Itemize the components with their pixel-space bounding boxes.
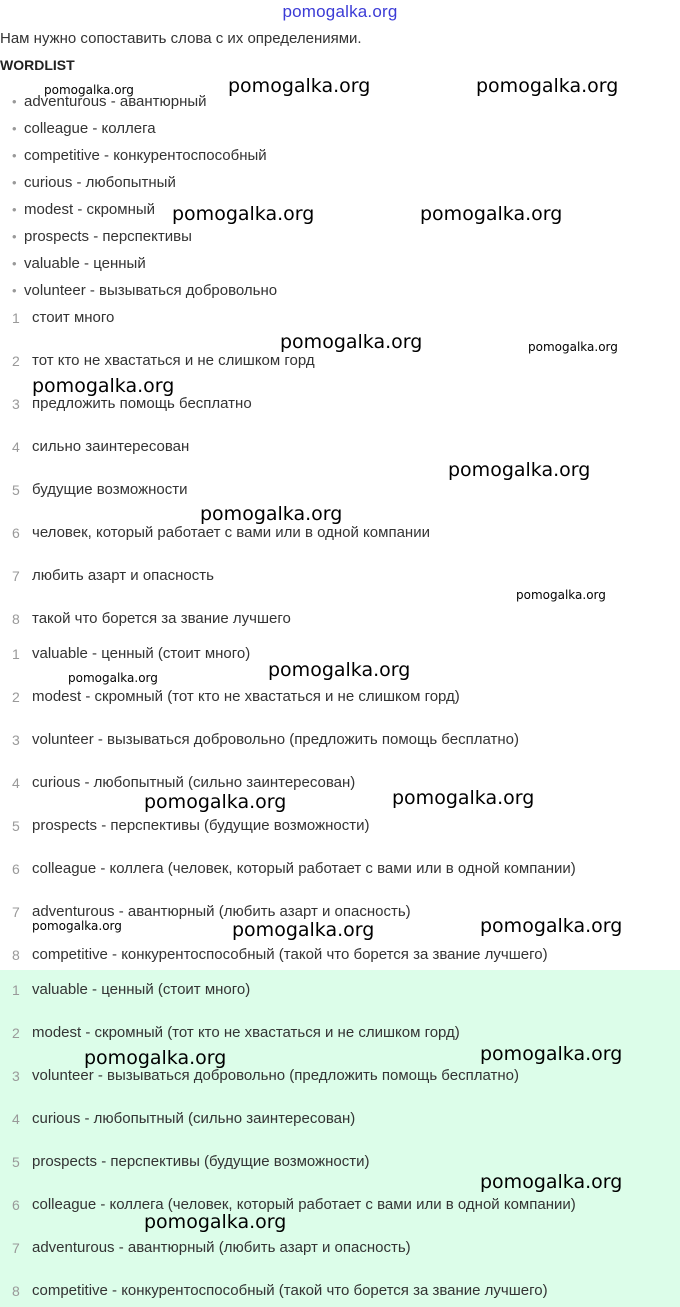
highlighted-answer-row xyxy=(0,1280,680,1302)
wordlist-item-text: competitive - конкурентоспособный xyxy=(24,147,267,164)
watermark: pomogalka.org xyxy=(476,75,619,97)
row-number: 8 xyxy=(12,611,20,627)
watermark: pomogalka.org xyxy=(448,459,591,481)
definition-row xyxy=(0,479,680,501)
answer-row xyxy=(0,858,680,880)
definition-text: такой что борется за звание лучшего xyxy=(32,610,291,627)
answer-text: modest - скромный (тот кто не хвастаться и не слишком горд) xyxy=(32,1024,460,1041)
bullet-icon: • xyxy=(12,121,17,136)
wordlist-item-text: prospects - перспективы xyxy=(24,228,192,245)
row-number: 2 xyxy=(12,353,20,369)
definition-text: предложить помощь бесплатно xyxy=(32,395,252,412)
highlighted-answer-row xyxy=(0,1108,680,1130)
bullet-icon: • xyxy=(12,94,17,109)
answer-row xyxy=(0,729,680,751)
row-number: 4 xyxy=(12,1111,20,1127)
row-number: 1 xyxy=(12,646,20,662)
row-number: 8 xyxy=(12,1283,20,1299)
watermark: pomogalka.org xyxy=(516,588,606,602)
row-number: 7 xyxy=(12,904,20,920)
answer-text: valuable - ценный (стоит много) xyxy=(32,645,251,662)
definition-row xyxy=(0,608,680,630)
row-number: 1 xyxy=(12,310,20,326)
answer-text: colleague - коллега (человек, который работает с вами или в одной компании) xyxy=(32,860,576,877)
row-number: 1 xyxy=(12,982,20,998)
answer-text: prospects - перспективы (будущие возможности) xyxy=(32,1153,370,1170)
watermark: pomogalka.org xyxy=(200,503,343,525)
watermark: pomogalka.org xyxy=(228,75,371,97)
definition-row xyxy=(0,436,680,458)
wordlist-item-text: curious - любопытный xyxy=(24,174,176,191)
row-number: 4 xyxy=(12,439,20,455)
wordlist-title: WORDLIST xyxy=(0,57,75,73)
row-number: 6 xyxy=(12,861,20,877)
wordlist-item xyxy=(12,118,156,140)
bullet-icon: • xyxy=(12,175,17,190)
definition-text: тот кто не хвастаться и не слишком горд xyxy=(32,352,315,369)
row-number: 2 xyxy=(12,1025,20,1041)
row-number: 6 xyxy=(12,1197,20,1213)
row-number: 5 xyxy=(12,818,20,834)
answer-text: prospects - перспективы (будущие возможности) xyxy=(32,817,370,834)
row-number: 3 xyxy=(12,1068,20,1084)
watermark: pomogalka.org xyxy=(480,1043,623,1065)
watermark: pomogalka.org xyxy=(480,915,623,937)
answer-row xyxy=(0,686,680,708)
row-number: 3 xyxy=(12,732,20,748)
answer-row xyxy=(0,772,680,794)
definition-text: человек, который работает с вами или в одной компании xyxy=(32,524,430,541)
row-number: 8 xyxy=(12,947,20,963)
highlighted-answer-row xyxy=(0,1022,680,1044)
bullet-icon: • xyxy=(12,283,17,298)
watermark: pomogalka.org xyxy=(172,203,315,225)
definition-row xyxy=(0,307,680,329)
wordlist-item xyxy=(12,280,277,302)
wordlist-item-text: colleague - коллега xyxy=(24,120,156,137)
definition-text: сильно заинтересован xyxy=(32,438,190,455)
row-number: 6 xyxy=(12,525,20,541)
watermark: pomogalka.org xyxy=(144,791,287,813)
wordlist-item xyxy=(12,226,192,248)
definition-row xyxy=(0,565,680,587)
row-number: 5 xyxy=(12,482,20,498)
answer-text: volunteer - вызываться добровольно (предложить помощь бесплатно) xyxy=(32,731,519,748)
wordlist-item-text: adventurous - авантюрный xyxy=(24,93,207,110)
answer-text: curious - любопытный (сильно заинтересован) xyxy=(32,774,356,791)
watermark: pomogalka.org xyxy=(32,919,122,933)
definition-text: любить азарт и опасность xyxy=(32,567,214,584)
answer-text: modest - скромный (тот кто не хвастаться и не слишком горд) xyxy=(32,688,460,705)
definition-row xyxy=(0,522,680,544)
row-number: 5 xyxy=(12,1154,20,1170)
answer-text: competitive - конкурентоспособный (такой что борется за звание лучшего) xyxy=(32,946,548,963)
answer-text: colleague - коллега (человек, который работает с вами или в одной компании) xyxy=(32,1196,576,1213)
watermark: pomogalka.org xyxy=(232,919,375,941)
watermark: pomogalka.org xyxy=(32,375,175,397)
definition-text: будущие возможности xyxy=(32,481,188,498)
watermark: pomogalka.org xyxy=(68,671,158,685)
wordlist-item-text: modest - скромный xyxy=(24,201,156,218)
bullet-icon: • xyxy=(12,148,17,163)
watermark: pomogalka.org xyxy=(84,1047,227,1069)
row-number: 7 xyxy=(12,568,20,584)
wordlist-item-text: volunteer - вызываться добровольно xyxy=(24,282,278,299)
watermark: pomogalka.org xyxy=(480,1171,623,1193)
answer-text: valuable - ценный (стоит много) xyxy=(32,981,251,998)
row-number: 3 xyxy=(12,396,20,412)
wordlist-item xyxy=(12,172,176,194)
site-header-link[interactable]: pomogalka.org xyxy=(282,2,398,21)
highlighted-answer-row xyxy=(0,1194,680,1216)
answer-text: adventurous - авантюрный (любить азарт и опасность) xyxy=(32,903,411,920)
answer-row xyxy=(0,815,680,837)
answer-row xyxy=(0,944,680,966)
bullet-icon: • xyxy=(12,229,17,244)
highlighted-answer-row xyxy=(0,1151,680,1173)
wordlist-item xyxy=(12,253,146,275)
watermark: pomogalka.org xyxy=(280,331,423,353)
answer-text: competitive - конкурентоспособный (такой что борется за звание лучшего) xyxy=(32,1282,548,1299)
watermark: pomogalka.org xyxy=(528,340,618,354)
row-number: 2 xyxy=(12,689,20,705)
highlighted-answer-row xyxy=(0,1237,680,1259)
watermark: pomogalka.org xyxy=(44,83,134,97)
row-number: 4 xyxy=(12,775,20,791)
watermark: pomogalka.org xyxy=(392,787,535,809)
answer-text: curious - любопытный (сильно заинтересован) xyxy=(32,1110,356,1127)
watermark: pomogalka.org xyxy=(144,1211,287,1233)
answer-text: adventurous - авантюрный (любить азарт и опасность) xyxy=(32,1239,411,1256)
bullet-icon: • xyxy=(12,256,17,271)
watermark: pomogalka.org xyxy=(420,203,563,225)
definition-text: стоит много xyxy=(32,309,115,326)
bullet-icon: • xyxy=(12,202,17,217)
highlighted-answer-row xyxy=(0,979,680,1001)
wordlist-item xyxy=(12,199,155,221)
wordlist-item-text: valuable - ценный xyxy=(24,255,146,272)
watermark: pomogalka.org xyxy=(268,659,411,681)
row-number: 7 xyxy=(12,1240,20,1256)
answer-text: volunteer - вызываться добровольно (предложить помощь бесплатно) xyxy=(32,1067,519,1084)
wordlist-item xyxy=(12,145,267,167)
intro-text: Нам нужно сопоставить слова с их определениями. xyxy=(0,30,362,47)
